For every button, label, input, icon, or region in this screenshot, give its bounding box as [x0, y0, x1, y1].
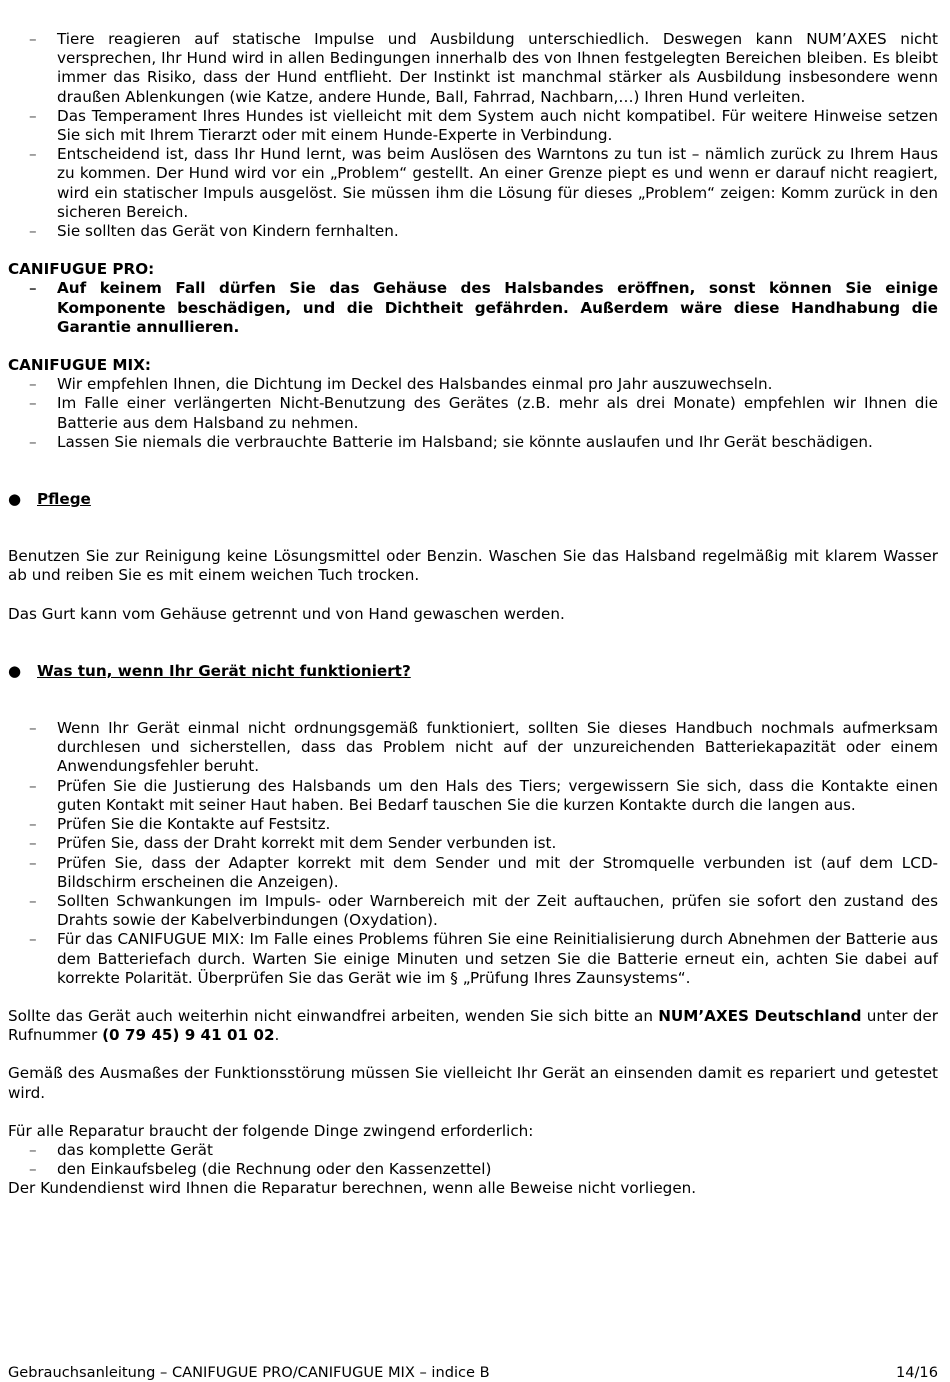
list-item: – Prüfen Sie die Kontakte auf Festsitz. — [8, 815, 938, 834]
list-item: – Für das CANIFUGUE MIX: Im Falle eines Problems führen Sie eine Reinitialisierung durch Abnehmen der Batterie aus dem Batteriefach durch. Warten Sie einige Minuten und setzen Sie die Batterie erneut ein, achten Sie dabei auf korrekte Polarität. Überprüfen Sie das Gerät wie im § „Prüfung Ihres Zaunsystems“. — [8, 930, 938, 988]
list-item: – Sie sollten das Gerät von Kindern fernhalten. — [8, 222, 938, 241]
list-item: – Im Falle einer verlängerten Nicht-Benutzung des Gerätes (z.B. mehr als drei Monate) empfehlen wir Ihnen die Batterie aus dem Halsband zu nehmen. — [8, 394, 938, 432]
page-number: 14/16 — [895, 1364, 938, 1381]
final-paragraph: Der Kundendienst wird Ihnen die Reparatur berechnen, wenn alle Beweise nicht vorliegen. — [8, 1179, 697, 1198]
section-title-text: Was tun, wenn Ihr Gerät nicht funktioniert? — [37, 661, 411, 680]
pro-heading: CANIFUGUE PRO: — [8, 260, 155, 279]
contact-text: . — [274, 1026, 280, 1045]
pflege-paragraph-1: Benutzen Sie zur Reinigung keine Lösungsmittel oder Benzin. Waschen Sie das Halsband regelmäßig mit klarem Wasser ab und reiben Sie es mit einem weichen Tuch trocken. — [8, 547, 938, 585]
repair-list — [8, 1141, 938, 1179]
list-item: – Lassen Sie niemals die verbrauchte Batterie im Halsband; sie könnte auslaufen und Ihr Gerät beschädigen. — [8, 433, 938, 452]
contact-text: Sollte das Gerät auch weiterhin nicht einwandfrei arbeiten, wenden Sie sich bitte an — [8, 1006, 659, 1025]
repair-paragraph: Für alle Reparatur braucht der folgende Dinge zwingend erforderlich: — [8, 1121, 534, 1140]
bullet-icon: ● — [8, 490, 22, 509]
page-footer — [8, 1364, 938, 1382]
send-paragraph: Gemäß des Ausmaßes der Funktionsstörung müssen Sie vielleicht Ihr Gerät an einsenden damit es repariert und getestet wird. — [8, 1064, 938, 1102]
list-item: – Entscheidend ist, dass Ihr Hund lernt, was beim Auslösen des Warntons zu tun ist – nämlich zurück zu Ihrem Haus zu kommen. Der Hund wird vor ein „Problem“ gestellt. An einer Grenze piept es und wenn er darauf nicht reagiert, wird ein statischer Impuls ausgelöst. Sie müssen ihm die Lösung für dieses „Problem“ zeigen: Komm zurück in den sicheren Bereich. — [8, 145, 938, 222]
mix-list — [8, 375, 938, 452]
list-item: – Prüfen Sie, dass der Draht korrekt mit dem Sender verbunden ist. — [8, 834, 938, 853]
list-item: – Das Temperament Ihres Hundes ist vielleicht mit dem System auch nicht kompatibel. Für weitere Hinweise setzen Sie sich mit Ihrem Tierarzt oder mit einem Hunde-Experte in Verbindung. — [8, 107, 938, 145]
bullet-icon: ● — [8, 661, 22, 680]
contact-paragraph — [8, 1007, 938, 1045]
list-item: – Prüfen Sie die Justierung des Halsbands um den Hals des Tiers; vergewissern Sie sich, dass die Kontakte einen guten Kontakt mit seiner Haut haben. Bei Bedarf tauschen Sie die kurzen Kontakte durch die langen aus. — [8, 777, 938, 815]
section-title-pflege — [8, 490, 938, 509]
troubleshooting-list — [8, 719, 938, 988]
list-item: – Prüfen Sie, dass der Adapter korrekt mit dem Sender und mit der Stromquelle verbunden ist (auf dem LCD-Bildschirm erscheinen die Anzeigen). — [8, 854, 938, 892]
phone-number: (0 79 45) 9 41 01 02 — [102, 1026, 275, 1045]
list-item: – Wir empfehlen Ihnen, die Dichtung im Deckel des Halsbandes einmal pro Jahr auszuwechseln. — [8, 375, 938, 394]
mix-heading: CANIFUGUE MIX: — [8, 356, 151, 375]
intro-list — [8, 30, 938, 241]
section-title-troubleshooting — [8, 662, 938, 681]
footer-document-title: Gebrauchsanleitung – CANIFUGUE PRO/CANIFUGUE MIX – indice B — [8, 1364, 490, 1381]
contact-text: unter der Rufnummer — [8, 1006, 938, 1045]
list-item: – Sollten Schwankungen im Impuls- oder Warnbereich mit der Zeit auftauchen, prüfen sie sofort den zustand des Drahts sowie der Kabelverbindungen (Oxydation). — [8, 892, 938, 930]
list-item: – das komplette Gerät — [8, 1141, 938, 1160]
pflege-paragraph-2: Das Gurt kann vom Gehäuse getrennt und von Hand gewaschen werden. — [8, 604, 565, 623]
list-item: – Tiere reagieren auf statische Impulse und Ausbildung unterschiedlich. Deswegen kann NUM’AXES nicht versprechen, Ihr Hund wird in allen Bedingungen innerhalb des von Ihnen festgelegten Bereichen bleiben. Es bleibt immer das Risiko, dass der Hund entflieht. Der Instinkt ist manchmal stärker als Ausbildung insbesondere wenn draußen Ablenkungen (wie Katze, andere Hunde, Ball, Fahrrad, Nachbarn,…) Ihren Hund verleiten. — [8, 30, 938, 107]
section-title-text: Pflege — [37, 490, 91, 509]
document-page — [8, 30, 938, 1199]
list-item: – Wenn Ihr Gerät einmal nicht ordnungsgemäß funktioniert, sollten Sie dieses Handbuch nochmals aufmerksam durchlesen und sicherstellen, dass das Problem nicht auf der unzureichenden Batteriekapazität oder einem Anwendungsfehler beruht. — [8, 719, 938, 777]
list-item: – den Einkaufsbeleg (die Rechnung oder den Kassenzettel) — [8, 1160, 938, 1179]
company-name: NUM’AXES Deutschland — [658, 1006, 862, 1025]
list-item: – Auf keinem Fall dürfen Sie das Gehäuse des Halsbandes eröffnen, sonst können Sie einige Komponente beschädigen, und die Dichtheit gefährden. Außerdem wäre diese Handhabung die Garantie annullieren. — [8, 279, 938, 337]
pro-list — [8, 279, 938, 337]
